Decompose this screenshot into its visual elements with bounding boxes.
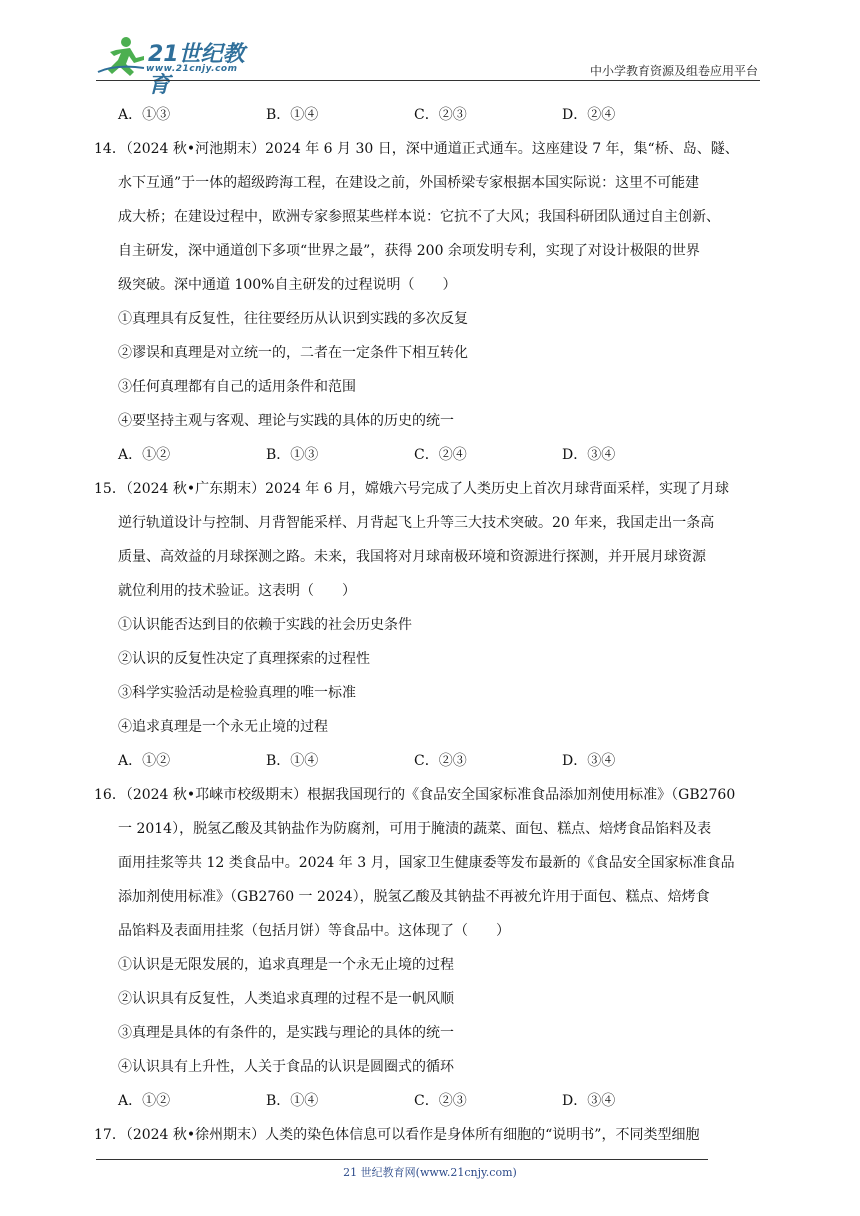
statement-item: ④要坚持主观与客观、理论与实践的具体的历史的统一 [118, 413, 454, 429]
option-c: C．②③ [414, 1093, 467, 1109]
header-platform-name: 中小学教育资源及组卷应用平台 [589, 64, 758, 78]
statement-item: ③科学实验活动是检验真理的唯一标准 [118, 685, 356, 701]
option-d: D．②④ [562, 107, 616, 123]
question-stem-line: 17．（2024 秋•徐州期末）人类的染色体信息可以看作是身体所有细胞的“说明书”，不同类型细胞 [94, 1127, 700, 1143]
question-stem-line: 16．（2024 秋•邛崃市校级期末）根据我国现行的《食品安全国家标准食品添加剂使用标准》（GB2760 [94, 787, 736, 803]
statement-item: ③真理是具体的有条件的，是实践与理论的具体的统一 [118, 1025, 454, 1041]
logo-text: 21世纪教育 [148, 42, 245, 98]
statement-item: ③任何真理都有自己的适用条件和范围 [118, 379, 356, 395]
question-stem-line: 品馅料及表面用挂浆（包括月饼）等食品中。这体现了（ ） [118, 923, 510, 939]
answer-options [118, 1084, 766, 1118]
option-b: B．①④ [266, 107, 319, 123]
question-stem-line: 就位利用的技术验证。这表明（ ） [118, 583, 356, 599]
question-15 [94, 472, 766, 778]
option-c: C．②④ [414, 447, 467, 463]
question-stem-line: 自主研发，深中通道创下多项“世界之最”，获得 200 余项发明专利，实现了对设计极限的世界 [118, 243, 700, 259]
logo-subtext: www.21cnjy.com [146, 64, 238, 74]
question-stem-line: 面用挂浆等共 12 类食品中。2024 年 3 月，国家卫生健康委等发布最新的《食品安全国家标准食品 [118, 855, 735, 871]
statement-item: ④认识具有上升性，人关于食品的认识是圆圈式的循环 [118, 1059, 454, 1075]
question-stem-line: 添加剂使用标准》（GB2760 一 2024），脱氢乙酸及其钠盐不再被允许用于面包、糕点、焙烤食 [118, 889, 710, 905]
option-b: B．①④ [266, 753, 319, 769]
statement-item: ②认识具有反复性，人类追求真理的过程不是一帆风顺 [118, 991, 454, 1007]
page-header [96, 34, 760, 98]
question-stem-line: 级突破。深中通道 100%自主研发的过程说明（ ） [118, 277, 457, 293]
option-a: A．①② [118, 753, 171, 769]
question-stem-line: 质量、高效益的月球探测之路。未来，我国将对月球南极环境和资源进行探测，并开展月球资源 [118, 549, 706, 565]
question-stem-line: 15．（2024 秋•广东期末）2024 年 6 月，嫦娥六号完成了人类历史上首次月球背面采样，实现了月球 [94, 481, 730, 497]
footer-divider [96, 1159, 708, 1160]
question-stem-line: 成大桥；在建设过程中，欧洲专家参照某些样本说：它抗不了大风；我国科研团队通过自主创新、 [118, 209, 720, 225]
exam-content [94, 98, 766, 1152]
runner-icon [96, 34, 148, 80]
question-stem-line: 一 2014），脱氢乙酸及其钠盐作为防腐剂，可用于腌渍的蔬菜、面包、糕点、焙烤食品馅料及表 [118, 821, 712, 837]
statement-item: ②认识的反复性决定了真理探索的过程性 [118, 651, 370, 667]
statement-item: ①真理具有反复性，往往要经历从认识到实践的多次反复 [118, 311, 468, 327]
option-c: C．②③ [414, 107, 467, 123]
question-17 [94, 1118, 766, 1152]
question-stem-line: 水下互通”于一体的超级跨海工程，在建设之前，外国桥梁专家根据本国实际说：这里不可能建 [118, 175, 700, 191]
question-14 [94, 132, 766, 472]
option-d: D．③④ [562, 1093, 616, 1109]
option-a: A．①② [118, 1093, 171, 1109]
question-16 [94, 778, 766, 1118]
option-a: A．①③ [118, 107, 171, 123]
statement-item: ④追求真理是一个永无止境的过程 [118, 719, 328, 735]
q13-options [118, 98, 766, 132]
option-d: D．③④ [562, 753, 616, 769]
statement-item: ①认识是无限发展的，追求真理是一个永无止境的过程 [118, 957, 454, 973]
option-b: B．①④ [266, 1093, 319, 1109]
answer-options [118, 744, 766, 778]
site-logo [96, 34, 266, 98]
question-stem-line: 14．（2024 秋•河池期末）2024 年 6 月 30 日，深中通道正式通车。这座建设 7 年，集“桥、岛、隧、 [94, 141, 739, 157]
question-stem-line: 逆行轨道设计与控制、月背智能采样、月背起飞上升等三大技术突破。20 年来，我国走出一条高 [118, 515, 715, 531]
option-c: C．②③ [414, 753, 467, 769]
answer-options [118, 438, 766, 472]
option-d: D．③④ [562, 447, 616, 463]
option-a: A．①② [118, 447, 171, 463]
header-divider [96, 80, 760, 81]
statement-item: ②谬误和真理是对立统一的，二者在一定条件下相互转化 [118, 345, 468, 361]
statement-item: ①认识能否达到目的依赖于实践的社会历史条件 [118, 617, 412, 633]
page-footer: 21 世纪教育网(www.21cnjy.com) [343, 1166, 517, 1179]
option-b: B．①③ [266, 447, 319, 463]
